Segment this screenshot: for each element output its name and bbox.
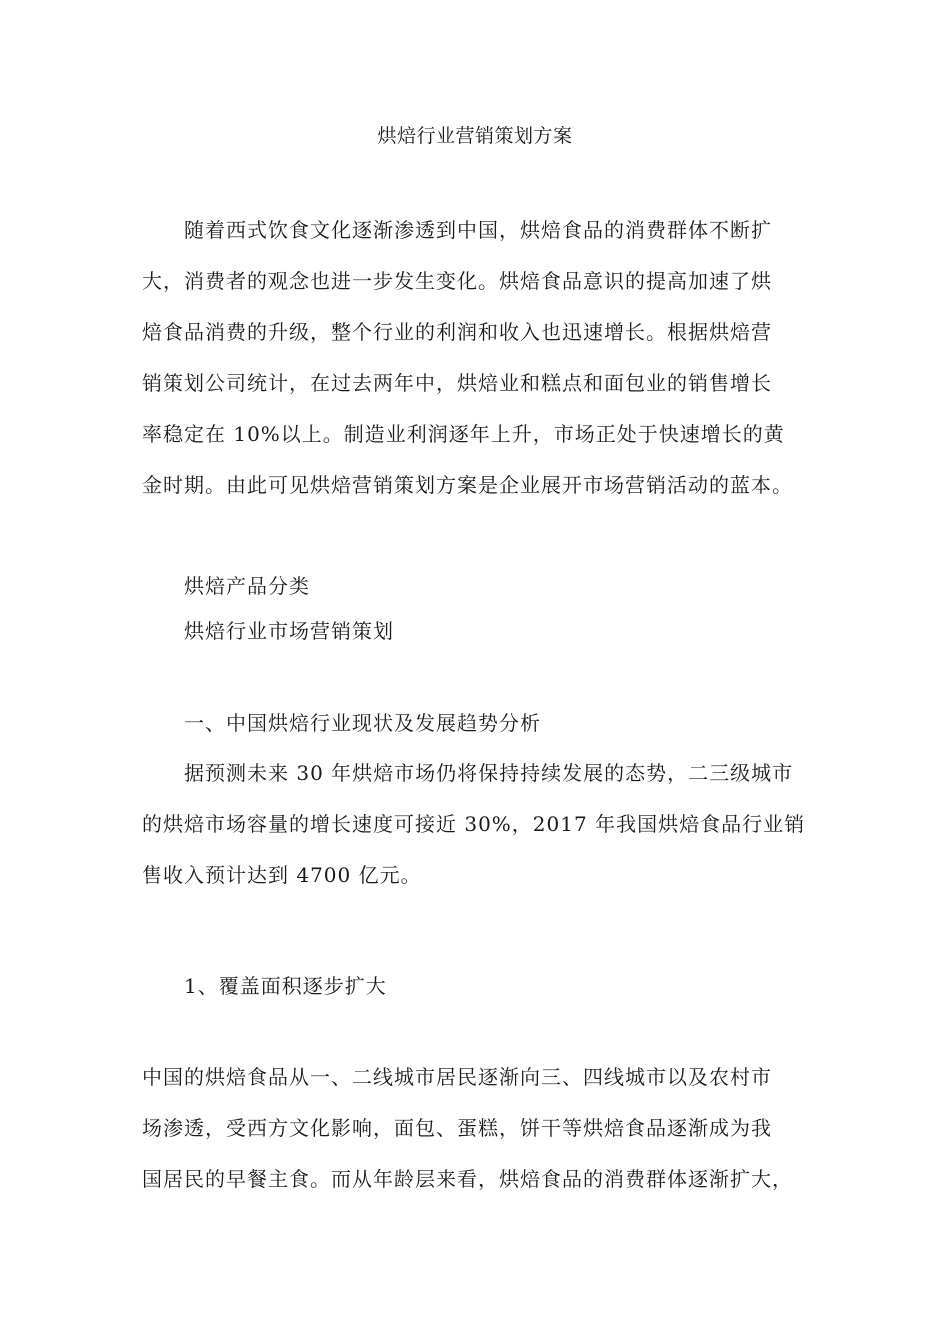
subsection-1-heading	[142, 961, 822, 1012]
section-1-heading	[142, 698, 822, 749]
paragraph-line: 焙食品消费的升级，整个行业的利润和收入也迅速增长。根据烘焙营	[142, 320, 772, 344]
paragraph-line: 金时期。由此可见烘焙营销策划方案是企业展开市场营销活动的蓝本。	[142, 473, 793, 497]
paragraph-line: 中国的烘焙食品从一、二线城市居民逐渐向三、四线城市以及农村市	[142, 1065, 772, 1089]
paragraph-line: 国居民的早餐主食。而从年龄层来看，烘焙食品的消费群体逐渐扩大，	[142, 1167, 793, 1191]
heading-text: 烘焙产品分类	[184, 574, 310, 598]
document-title: 烘焙行业营销策划方案	[377, 125, 573, 147]
heading-text: 1、覆盖面积逐步扩大	[184, 974, 387, 998]
section-1-paragraph	[142, 748, 822, 901]
heading-market-plan	[142, 606, 822, 657]
intro-paragraph	[142, 205, 822, 511]
paragraph-line: 销策划公司统计，在过去两年中，烘焙业和糕点和面包业的销售增长	[142, 371, 772, 395]
paragraph-line: 随着西式饮食文化逐渐渗透到中国，烘焙食品的消费群体不断扩	[184, 218, 772, 242]
heading-product-categories	[142, 561, 822, 612]
heading-text: 烘焙行业市场营销策划	[184, 619, 394, 643]
subsection-1-paragraph	[142, 1052, 822, 1205]
paragraph-line: 场渗透，受西方文化影响，面包、蛋糕，饼干等烘焙食品逐渐成为我	[142, 1116, 772, 1140]
paragraph-line: 大，消费者的观念也进一步发生变化。烘焙食品意识的提高加速了烘	[142, 269, 772, 293]
heading-text: 一、中国烘焙行业现状及发展趋势分析	[184, 711, 541, 735]
paragraph-line: 售收入预计达到 4700 亿元。	[142, 863, 422, 887]
paragraph-line: 的烘焙市场容量的增长速度可接近 30%，2017 年我国烘焙食品行业销	[142, 812, 806, 836]
paragraph-line: 据预测未来 30 年烘焙市场仍将保持持续发展的态势，二三级城市	[184, 761, 794, 785]
paragraph-line: 率稳定在 10%以上。制造业利润逐年上升，市场正处于快速增长的黄	[142, 422, 785, 446]
